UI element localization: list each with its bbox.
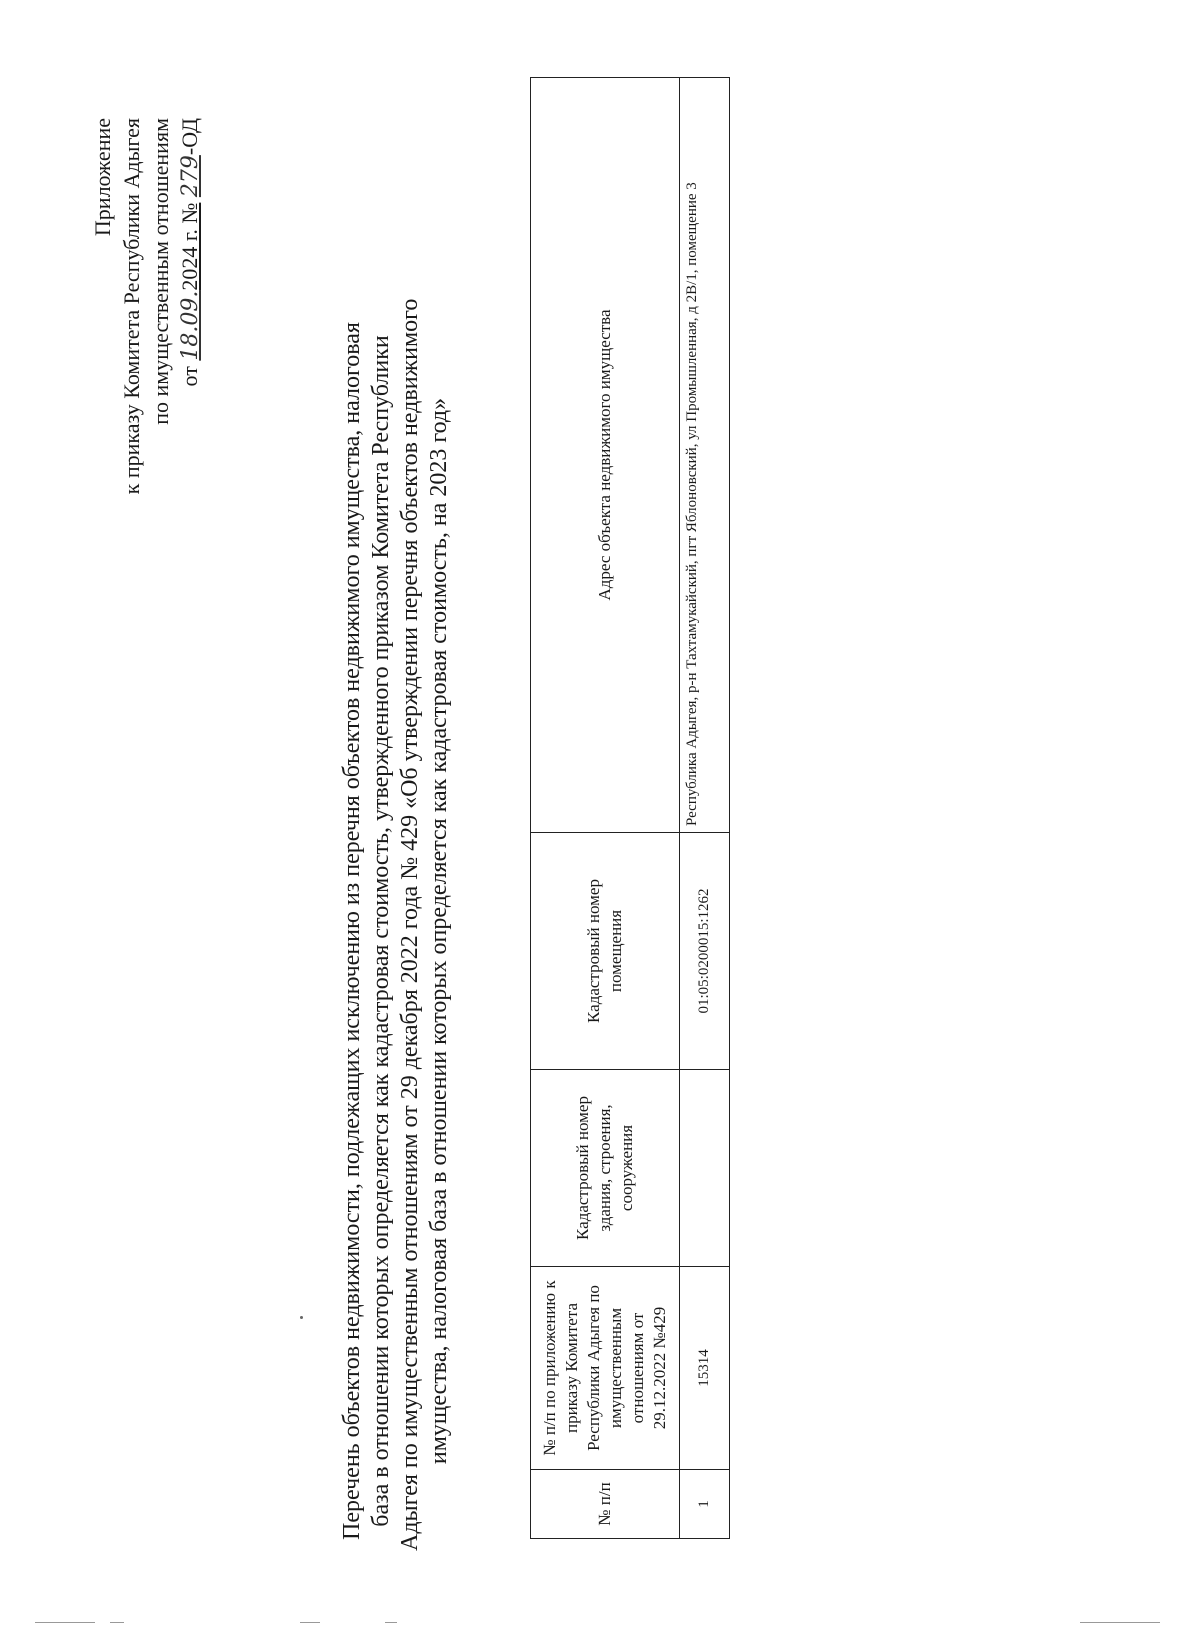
- scan-mark: [1080, 1622, 1160, 1623]
- title-line-2: база в отношении которых определяется как кадастровая стоимость, утвержденного приказом Комитета Республики: [368, 335, 394, 1527]
- title-line-4: имущества, налоговая база в отношении которых определяется как кадастровая стоимость, на 2023 год»: [426, 397, 452, 1465]
- col-header-address: Адрес объекта недвижимого имущества: [531, 78, 680, 833]
- title-line-3: Адыгея по имущественным отношениям от 29 декабря 2022 года № 429 «Об утверждении перечня объектов недвижимого: [397, 298, 423, 1551]
- col-header-building-cad: Кадастровый номер здания, строения, сооружения: [531, 1070, 680, 1267]
- header-year: 2024 г. №: [177, 202, 202, 291]
- header-line-4: [175, 118, 205, 878]
- cell-room-cad: 01:05:0200015:1262: [680, 833, 730, 1070]
- col-header-room-cad: Кадастровый номер помещения: [531, 833, 680, 1070]
- scan-mark: [300, 1622, 320, 1623]
- document-title: [338, 298, 454, 1551]
- header-date-prefix: от: [177, 366, 202, 387]
- table-row: [680, 78, 730, 1539]
- scan-mark: [110, 1622, 124, 1623]
- header-line-3: по имущественным отношениям: [148, 118, 173, 425]
- table-header-row: [531, 78, 680, 1539]
- cell-appendix-num: 15314: [680, 1267, 730, 1470]
- col-header-appendix-num: № п/п по приложению к приказу Комитета Республики Адыгея по имущественным отношениям от 29.12.2022 №429: [531, 1267, 680, 1470]
- cell-building-cad: [680, 1070, 730, 1267]
- scan-mark: [385, 1622, 397, 1623]
- header-line-2: к приказу Комитета Республики Адыгея: [119, 118, 144, 495]
- header-date-handwritten: 18.09.: [178, 290, 203, 361]
- cell-address: Республика Адыгея, р-н Тахтамукайский, пгт Яблоновский, ул Промышленная, д 2В/1, помещение 3: [680, 78, 730, 833]
- appendix-header: [88, 118, 205, 878]
- header-line-1: Приложение: [90, 118, 115, 237]
- scan-mark: [35, 1622, 95, 1623]
- property-table: [530, 77, 730, 1539]
- cell-num: 1: [680, 1470, 730, 1539]
- header-order-number: 279: [178, 155, 203, 198]
- title-line-1: Перечень объектов недвижимости, подлежащих исключению из перечня объектов недвижимого имущества, налоговая: [339, 322, 365, 1540]
- header-order-suffix: -ОД: [177, 118, 202, 156]
- speck: [300, 1316, 303, 1319]
- col-header-num: № п/п: [531, 1470, 680, 1539]
